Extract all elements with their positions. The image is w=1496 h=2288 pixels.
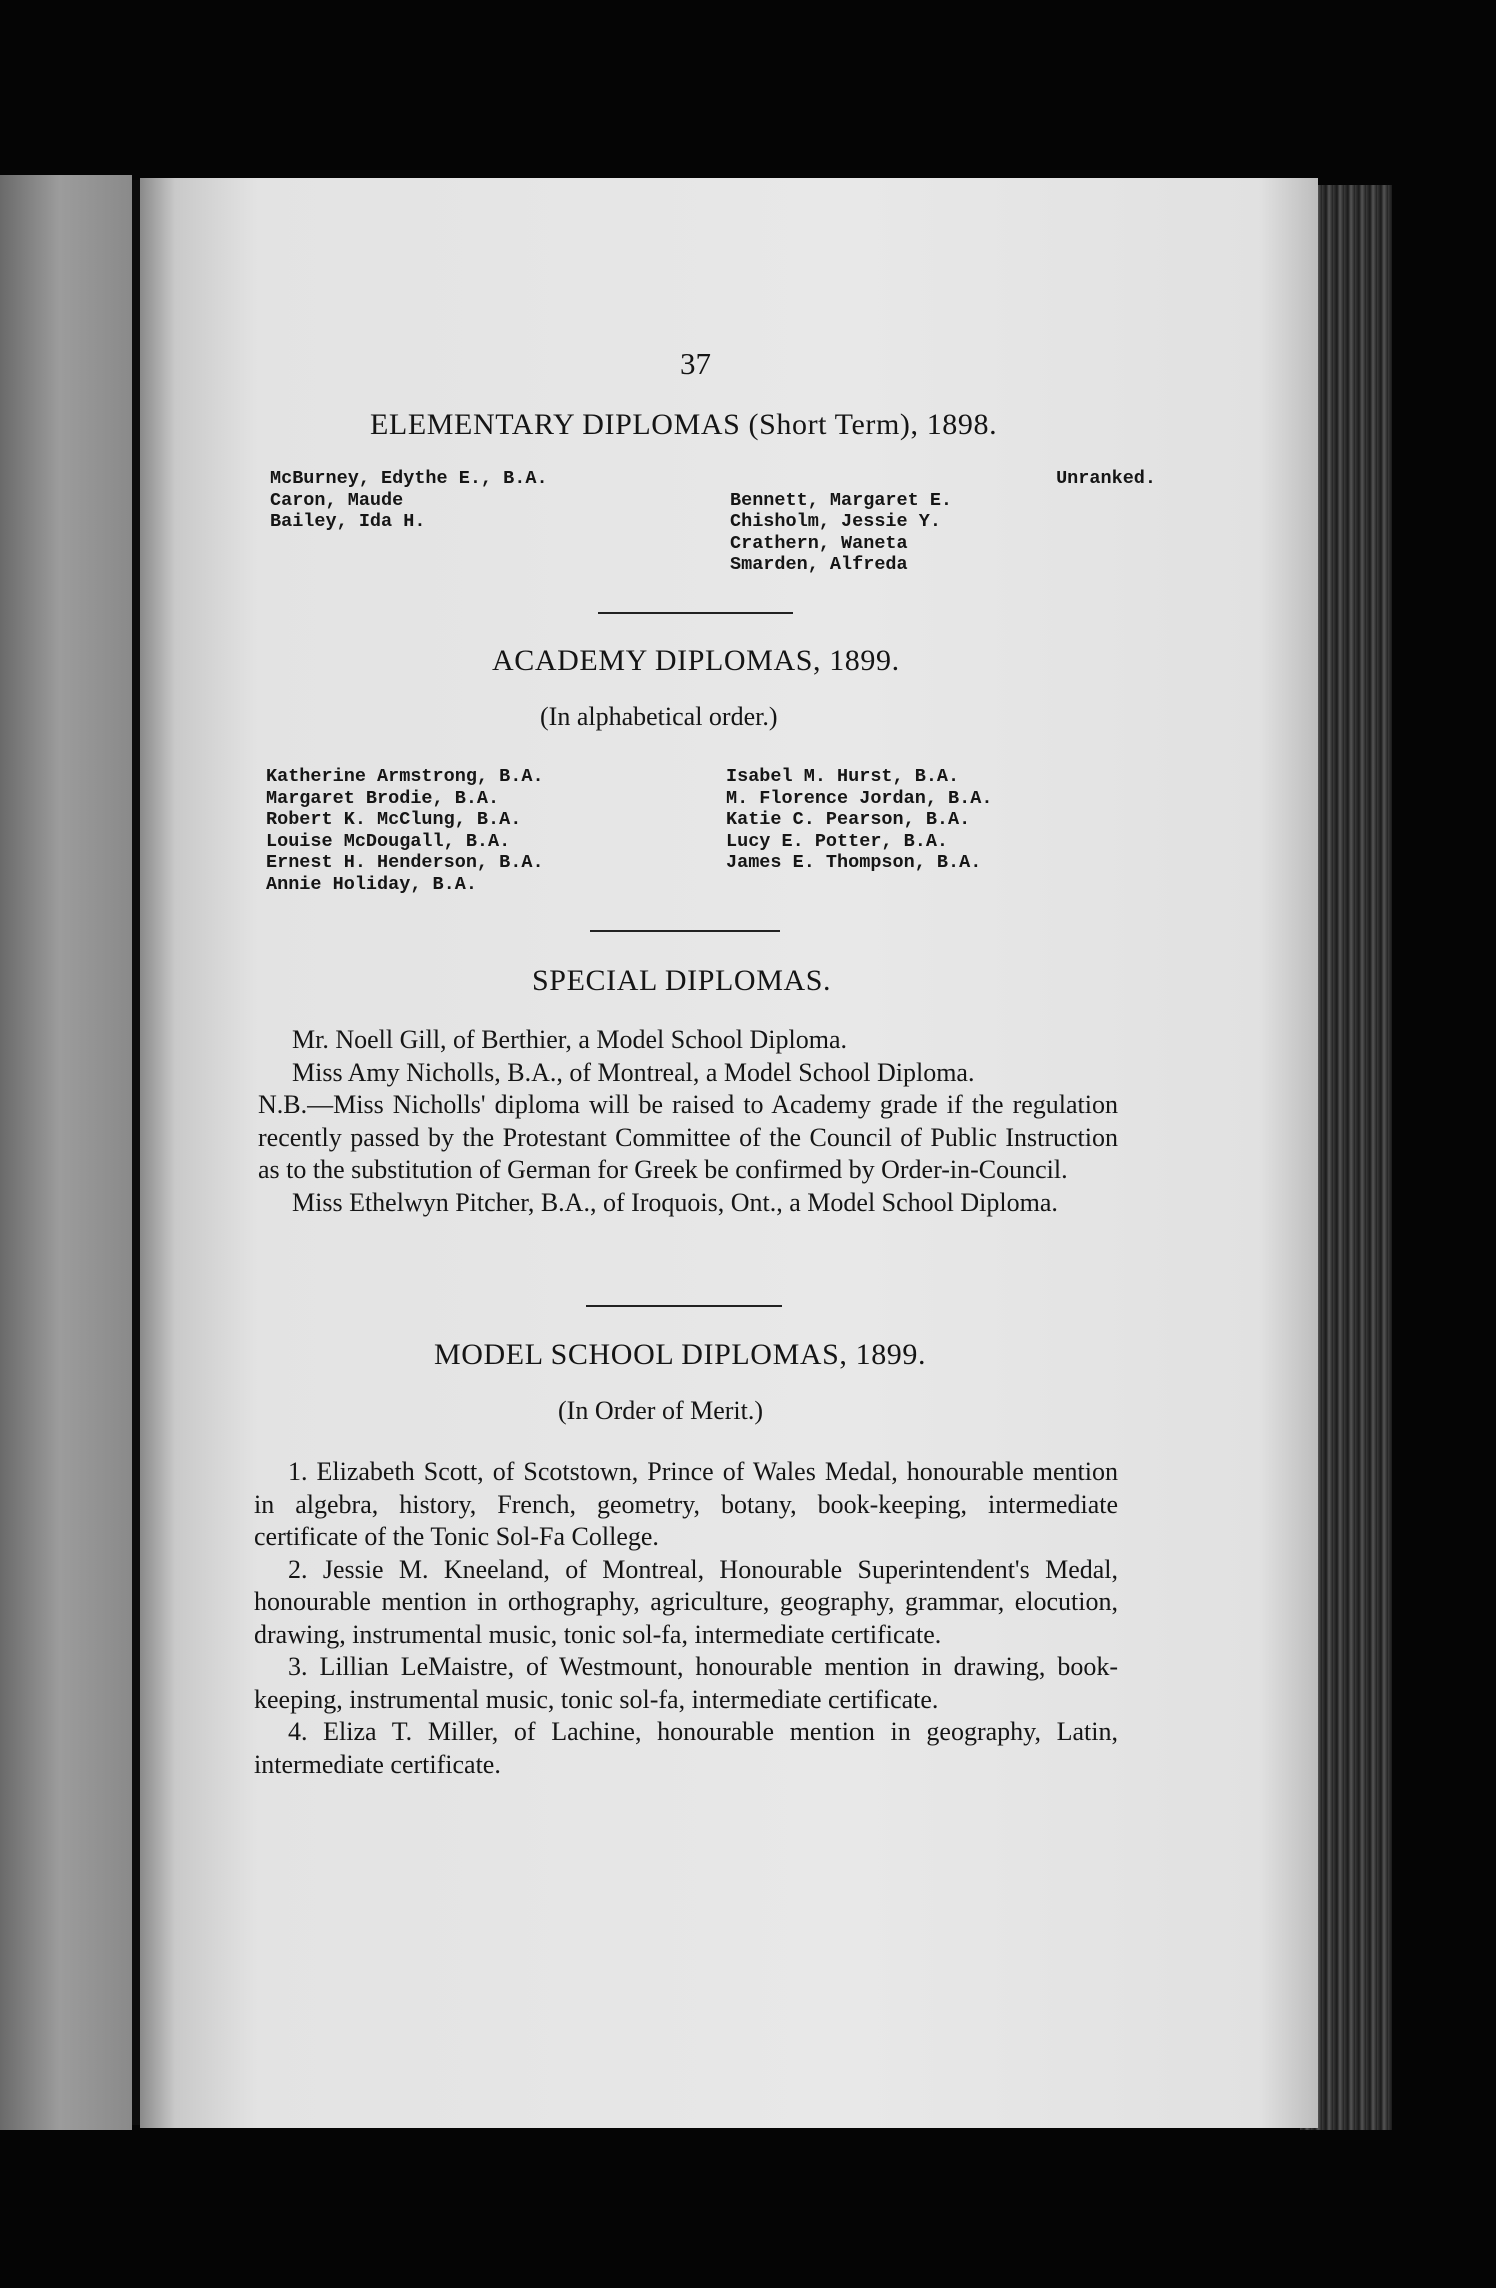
special-heading: SPECIAL DIPLOMAS.	[532, 964, 832, 997]
model-heading: MODEL SCHOOL DIPLOMAS, 1899.	[434, 1338, 927, 1371]
paragraph: Miss Amy Nicholls, B.A., of Montreal, a Model School Diploma.	[292, 1057, 975, 1087]
list-item: Isabel M. Hurst, B.A.	[726, 766, 960, 787]
list-item: James E. Thompson, B.A.	[726, 852, 982, 873]
list-item: Bennett, Margaret E.	[730, 489, 953, 511]
list-item: McBurney, Edythe E., B.A.	[270, 468, 548, 489]
list-item: 2. Jessie M. Kneeland, of Montreal, Honourable Superintendent's Medal, honourable mention in orthography, agriculture, geography, grammar, elocution, drawing, instrumental music, tonic sol-fa, intermediate certificate.	[254, 1554, 1118, 1649]
list-item: 3. Lillian LeMaistre, of Westmount, honourable mention in drawing, book-keeping, instrumental music, tonic sol-fa, intermediate certificate.	[254, 1652, 1118, 1714]
academy-left-list	[266, 766, 544, 895]
list-item: Annie Holiday, B.A.	[266, 873, 477, 895]
page-number: 37	[680, 346, 711, 381]
list-item: Caron, Maude	[270, 489, 404, 511]
list-item: Louise McDougall, B.A.	[266, 830, 511, 852]
elementary-heading: ELEMENTARY DIPLOMAS (Short Term), 1898.	[370, 408, 998, 441]
paragraph: N.B.—Miss Nicholls' diploma will be raised to Academy grade if the regulation recently passed by the Protestant Committee of the Council of Public Instruction as to the substitution of German for Greek be confirmed by Order-in-Council.	[258, 1090, 1118, 1184]
list-item: Bailey, Ida H.	[270, 511, 426, 532]
list-item: Robert K. McClung, B.A.	[266, 809, 522, 830]
academy-right-list	[726, 766, 992, 874]
list-item: Chisholm, Jessie Y.	[730, 511, 941, 532]
model-school-entries	[254, 1456, 1118, 1781]
list-item: Margaret Brodie, B.A.	[266, 787, 500, 809]
list-item: Smarden, Alfreda	[730, 554, 908, 575]
special-diplomas-text	[258, 1024, 1118, 1219]
paragraph: Miss Ethelwyn Pitcher, B.A., of Iroquois, Ont., a Model School Diploma.	[292, 1187, 1058, 1217]
section-divider	[598, 612, 793, 614]
model-subheading: (In Order of Merit.)	[558, 1396, 764, 1425]
list-item: 4. Eliza T. Miller, of Lachine, honourable mention in geography, Latin, intermediate certificate.	[254, 1717, 1118, 1779]
list-item: Lucy E. Potter, B.A.	[726, 830, 949, 852]
book-page	[140, 178, 1318, 2128]
academy-subheading: (In alphabetical order.)	[540, 702, 778, 731]
facing-page-edge	[0, 175, 132, 2130]
academy-heading: ACADEMY DIPLOMAS, 1899.	[492, 644, 900, 677]
elementary-right-list	[730, 468, 1156, 576]
section-divider	[586, 1305, 782, 1307]
paragraph: Mr. Noell Gill, of Berthier, a Model School Diploma.	[292, 1025, 847, 1054]
list-item: Katherine Armstrong, B.A.	[266, 766, 544, 787]
list-item: 1. Elizabeth Scott, of Scotstown, Prince of Wales Medal, honourable mention in algebra, history, French, geometry, botany, book-keeping, intermediate certificate of the Tonic Sol-Fa College.	[254, 1457, 1118, 1551]
list-item: Ernest H. Henderson, B.A.	[266, 852, 544, 873]
unranked-label: Unranked.	[1056, 468, 1156, 489]
list-item: Katie C. Pearson, B.A.	[726, 809, 971, 830]
section-divider	[590, 930, 780, 932]
list-item: M. Florence Jordan, B.A.	[726, 787, 993, 809]
elementary-left-list	[270, 468, 548, 533]
list-item: Crathern, Waneta	[730, 532, 908, 554]
